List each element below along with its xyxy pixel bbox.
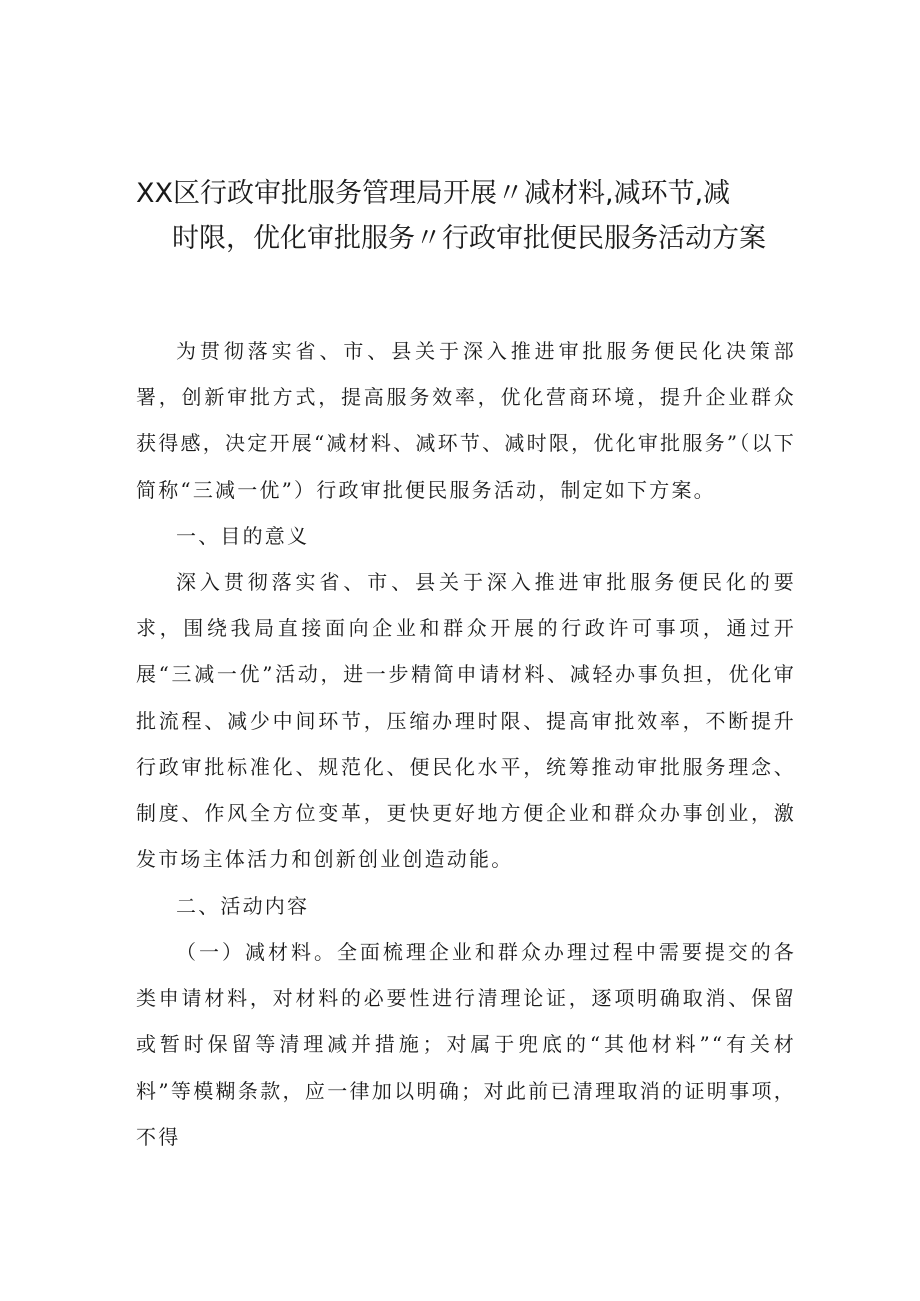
- intro-text: 为贯彻落实省、市、县关于深入推进审批服务便民化决策部署，创新审批方式，提高服务效率，优化营商环境，提升企业群众获得感，决定开展“减材料、减环节、减时限，优化审批服务”（以下简称“三减一优”）行政审批便民服务活动，制定如下方案。: [136, 339, 796, 502]
- section-heading-purpose: [136, 513, 796, 559]
- document-title-line-1: XX区行政审批服务管理局开展〃减材料,减环节,减: [136, 178, 731, 209]
- content-item-text: （一）减材料。全面梳理企业和群众办理过程中需要提交的各类申请材料，对材料的必要性进行清理论证，逐项明确取消、保留或暂时保留等清理减并措施；对属于兜底的“其他材料”“有关材料”等模糊条款，应一律加以明确；对此前已清理取消的证明事项，不得: [136, 940, 796, 1149]
- content-item-paragraph: [136, 929, 796, 1160]
- section-heading-content-text: 二、活动内容: [176, 894, 310, 918]
- section-heading-purpose-text: 一、目的意义: [176, 524, 310, 548]
- purpose-text: 深入贯彻落实省、市、县关于深入推进审批服务便民化的要求，围绕我局直接面向企业和群众开展的行政许可事项，通过开展“三减一优”活动，进一步精简申请材料、减轻办事负担，优化审批流程、减少中间环节，压缩办理时限、提高审批效率，不断提升行政审批标准化、规范化、便民化水平，统筹推动审批服务理念、制度、作风全方位变革，更快更好地方便企业和群众办事创业，激发市场主体活力和创新创业创造动能。: [136, 570, 796, 872]
- document-title-line-2: 时限，优化审批服务〃行政审批便民服务活动方案: [172, 223, 766, 254]
- section-heading-content: [136, 883, 796, 929]
- intro-paragraph: [136, 328, 796, 513]
- purpose-paragraph: [136, 559, 796, 882]
